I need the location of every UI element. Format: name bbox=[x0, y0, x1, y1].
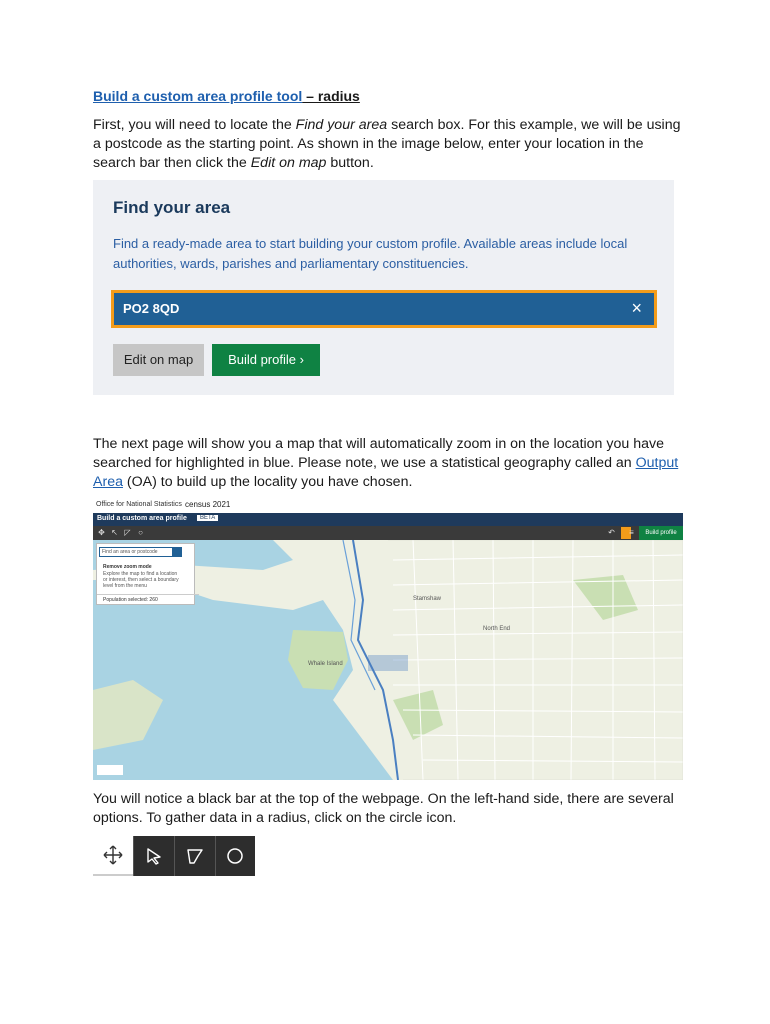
search-icon[interactable] bbox=[173, 547, 182, 557]
page-heading bbox=[93, 88, 360, 104]
map-highlighted-area bbox=[368, 655, 408, 671]
polygon-icon bbox=[186, 847, 204, 865]
find-area-title: Find your area bbox=[113, 198, 231, 217]
move-tool-button[interactable] bbox=[93, 836, 133, 876]
paragraph-toolbar: You will notice a black bar at the top of the webpage. On the left-hand side, there are several options. To gather data in a radius, click on the circle icon. bbox=[93, 791, 674, 826]
heading-suffix: – radius bbox=[302, 88, 360, 104]
para2-text-a: The next page will show you a map that will automatically zoom in on the location you have searched for highlighted in blue. Please note, we use a statistical geography called an bbox=[93, 436, 664, 471]
build-profile-button[interactable]: Build profile › bbox=[212, 344, 320, 376]
toolbar-icon-strip bbox=[93, 836, 255, 876]
circle-tool-button[interactable] bbox=[215, 836, 255, 876]
beta-badge: BETA bbox=[197, 515, 218, 521]
postcode-value: PO2 8QD bbox=[123, 301, 180, 316]
pointer-tool-button[interactable] bbox=[134, 836, 174, 876]
pointer-icon bbox=[145, 847, 163, 865]
circle-icon[interactable]: ○ bbox=[138, 528, 143, 537]
output-area-link[interactable]: Output Area bbox=[93, 455, 679, 490]
map-scale-box bbox=[97, 765, 123, 775]
app-title-bar bbox=[93, 513, 683, 526]
ons-header bbox=[93, 498, 683, 513]
find-your-area-panel bbox=[93, 180, 674, 395]
map-side-panel bbox=[96, 543, 195, 605]
population-selected: Population selected: 260 bbox=[97, 594, 199, 603]
map-label-north-end: North End bbox=[483, 626, 511, 632]
para1-text-a: First, you will need to locate the bbox=[93, 117, 296, 133]
undo-icon[interactable]: ↶ bbox=[608, 528, 615, 537]
pointer-icon[interactable]: ↖ bbox=[111, 528, 118, 537]
paragraph-intro bbox=[93, 116, 683, 173]
ons-logo: Office for National Statistics bbox=[96, 501, 182, 508]
map-build-profile-button[interactable]: Build profile bbox=[639, 526, 683, 540]
map-label-stamshaw: Stamshaw bbox=[413, 596, 442, 602]
map-search-input[interactable]: Find an area or postcode bbox=[99, 547, 173, 557]
polygon-icon[interactable]: ◸ bbox=[124, 528, 131, 537]
map-screenshot bbox=[93, 498, 683, 780]
paragraph-map-intro bbox=[93, 435, 683, 492]
census-logo: census 2021 bbox=[185, 500, 231, 509]
para1-text-e: button. bbox=[326, 155, 374, 171]
close-icon[interactable]: × bbox=[631, 298, 642, 318]
edit-on-map-button[interactable]: Edit on map bbox=[113, 344, 204, 376]
postcode-search-input[interactable] bbox=[111, 290, 657, 328]
menu-icon[interactable]: ≡ bbox=[629, 528, 634, 537]
zoom-mode-title: Remove zoom mode bbox=[103, 564, 152, 570]
zoom-mode-text: Explore the map to find a location or interest, then select a boundary level from the menu bbox=[103, 571, 179, 589]
find-area-description: Find a ready-made area to start building your custom profile. Available areas include local authorities, wards, parishes and parliamentary constituencies. bbox=[113, 236, 628, 271]
map-label-whale-island: Whale Island bbox=[308, 661, 343, 667]
circle-icon bbox=[226, 847, 244, 865]
tool-link[interactable]: Build a custom area profile tool bbox=[93, 88, 303, 104]
para1-text-c: search box. For this example, we will be using a postcode as the starting point. As shown in the image below, enter your location in the search bar then click the bbox=[93, 117, 681, 171]
map-toolbar bbox=[93, 526, 683, 540]
move-icon[interactable]: ✥ bbox=[98, 528, 105, 537]
para2-text-b: (OA) to build up the locality you have chosen. bbox=[122, 474, 413, 490]
move-icon bbox=[103, 845, 123, 865]
para1-italic-edit: Edit on map bbox=[250, 155, 327, 171]
app-title: Build a custom area profile bbox=[97, 515, 187, 522]
polygon-tool-button[interactable] bbox=[175, 836, 215, 876]
para1-italic-find: Find your area bbox=[295, 117, 388, 133]
